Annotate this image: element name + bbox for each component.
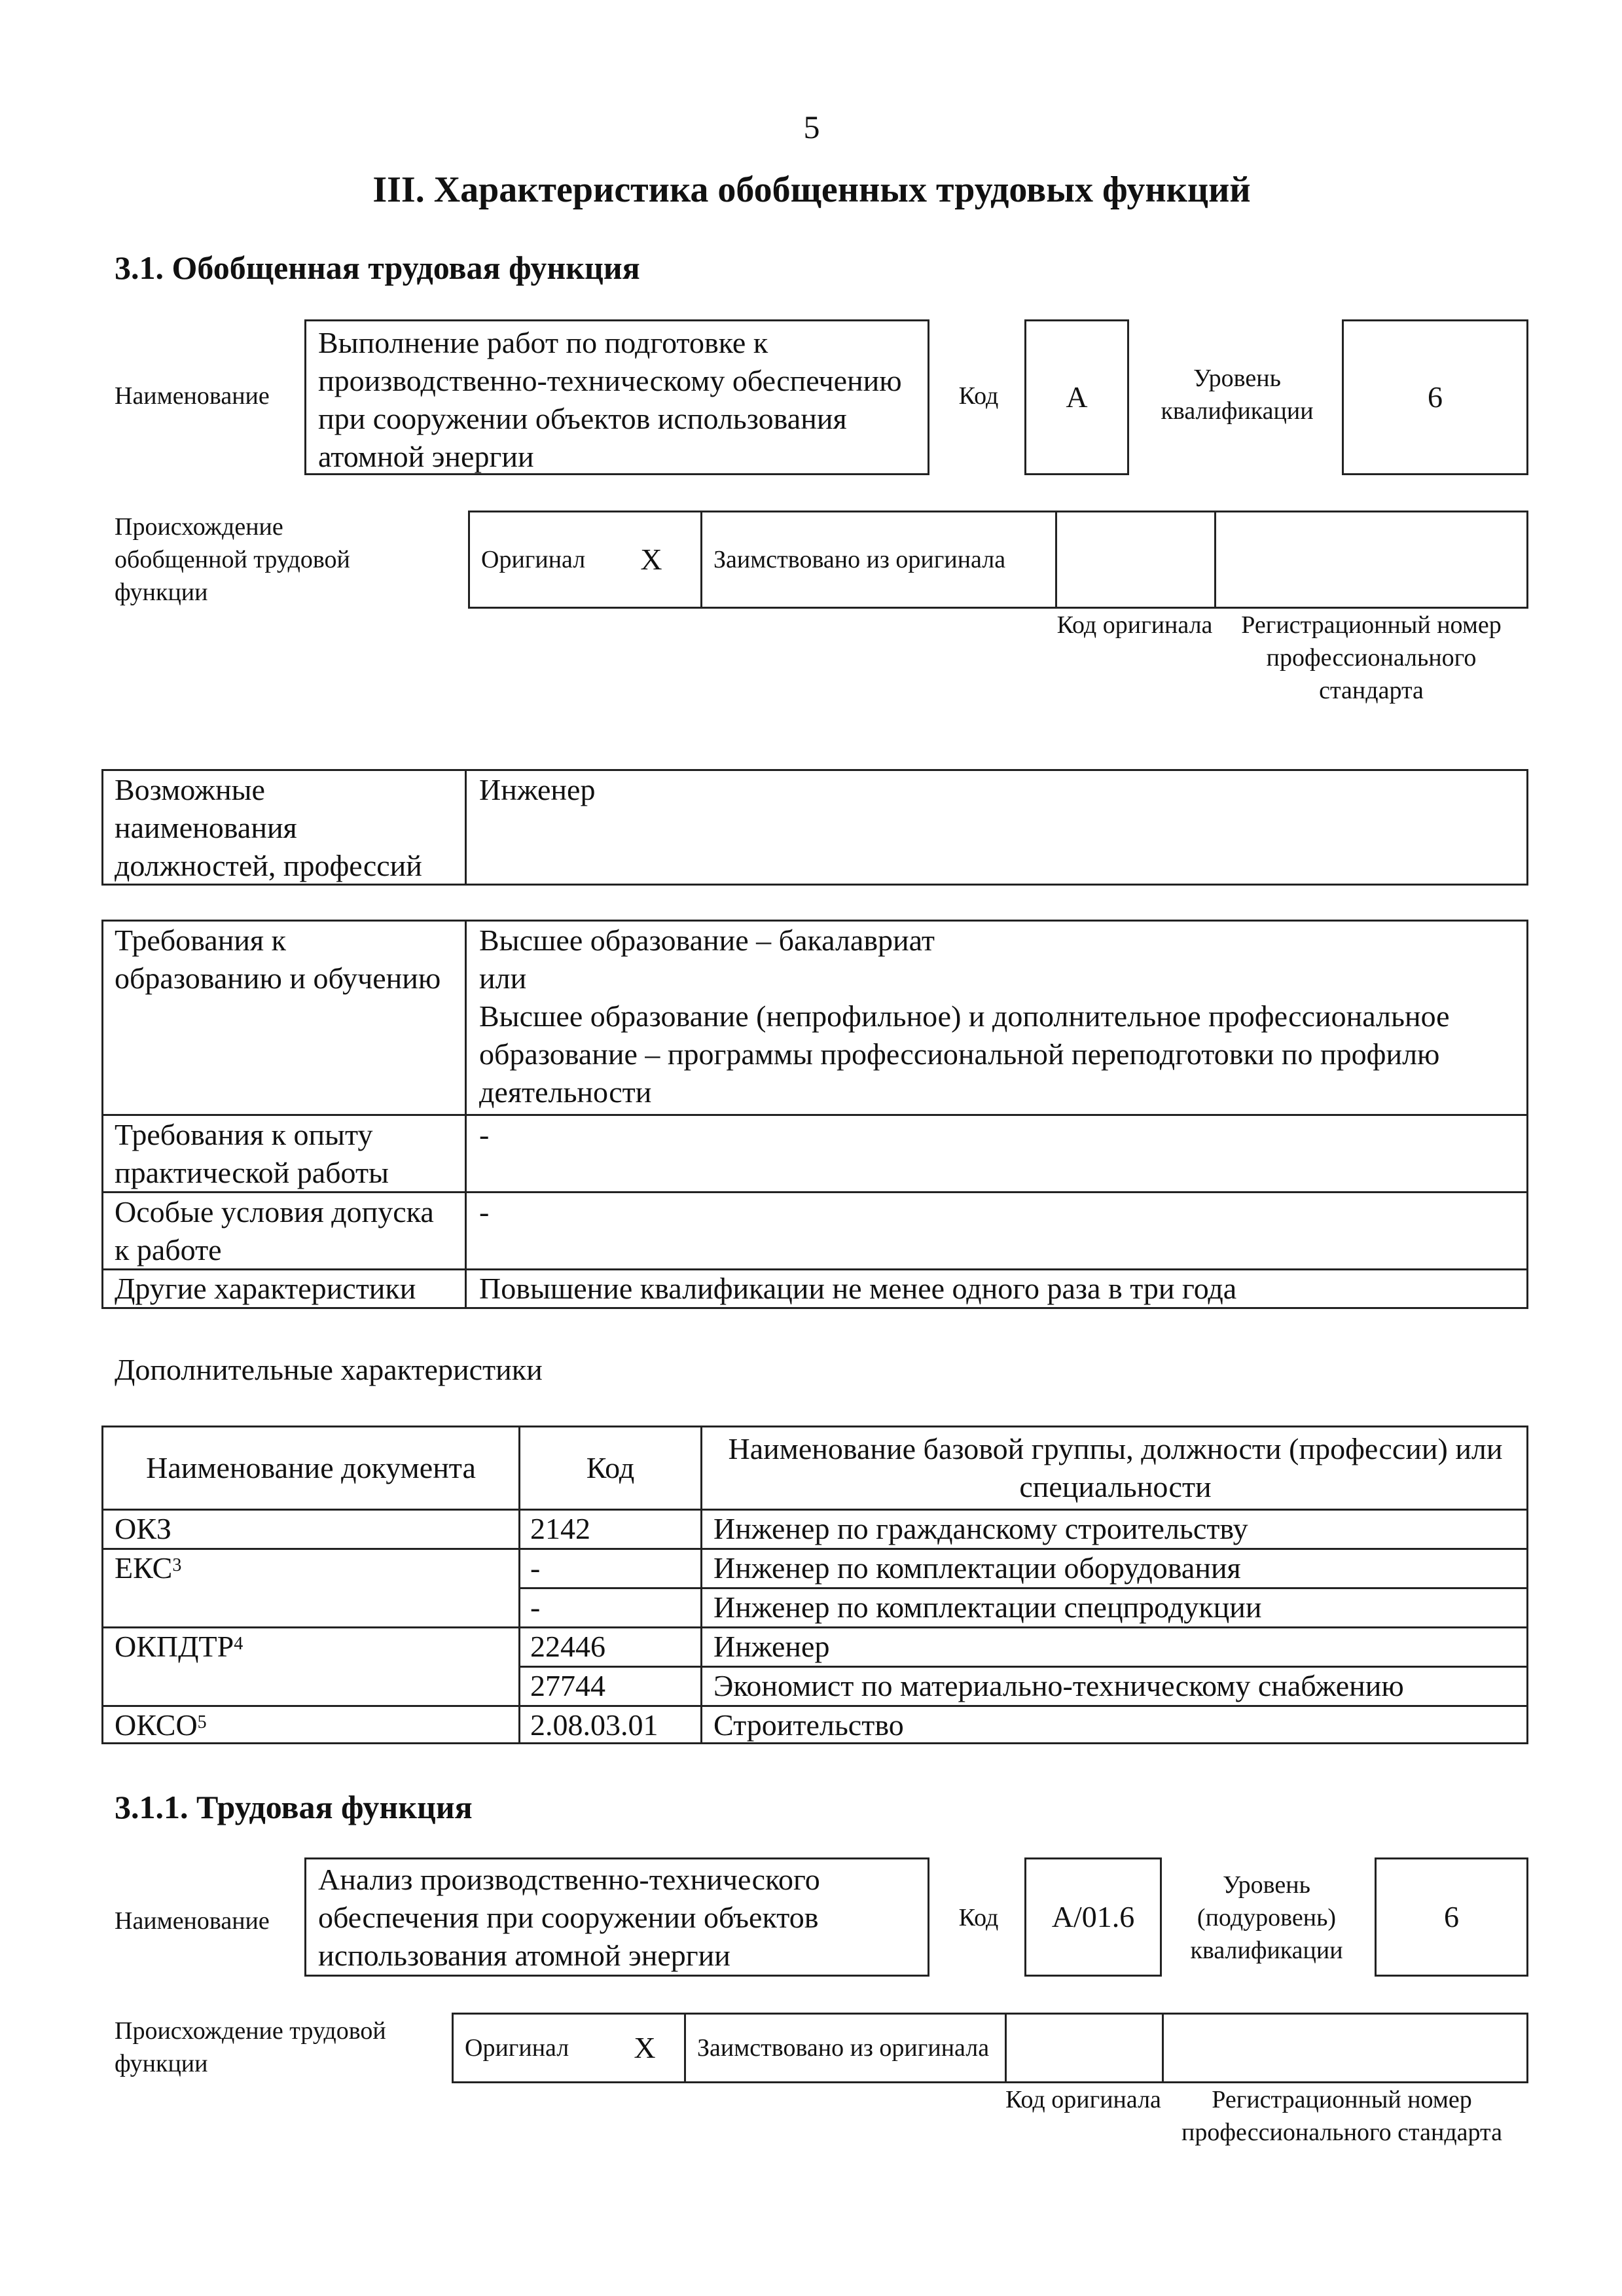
additional-row-code: -	[530, 1551, 541, 1585]
additional-row-name: Экономист по материально-техническому снабжению	[713, 1669, 1404, 1702]
req-education-value: Высшее образование – бакалавриат или Высшее образование (непрофильное) и дополнительное профессиональное образование – программы профессиональной переподготовки по профилю деятельности	[479, 924, 1450, 1109]
tf-heading: 3.1.1. Трудовая функция	[115, 1789, 473, 1825]
gtf-code-value: A	[1024, 319, 1129, 475]
tf-origin-divider	[684, 2013, 686, 2083]
additional-title: Дополнительные характеристики	[115, 1353, 543, 1386]
gtf-origin-divider	[1214, 511, 1216, 609]
tf-original-mark: X	[634, 2031, 656, 2064]
additional-row-doc: ЕКС$^3$	[115, 1551, 182, 1585]
tf-code-label: Код	[958, 1904, 999, 1931]
additional-row-doc: ОКПДТР$^4$	[115, 1630, 243, 1663]
additional-row-name: Инженер	[713, 1630, 830, 1663]
gtf-borrowed-label: Заимствовано из оригинала	[713, 546, 1006, 573]
additional-row-code: 2.08.03.01	[530, 1708, 658, 1742]
req-experience-label: Требования к опыту практической работы	[115, 1118, 389, 1189]
tf-original-label: Оригинал	[465, 2034, 569, 2062]
section-title: III. Характеристика обобщенных трудовых функций	[372, 170, 1251, 210]
tf-origin-divider	[1162, 2013, 1164, 2083]
tf-level-value: 6	[1375, 1857, 1528, 1977]
additional-header-name: Наименование базовой группы, должности (профессии) или специальности	[728, 1431, 1503, 1503]
req-experience-value: -	[479, 1118, 490, 1151]
req-education-label: Требования к образованию и обучению	[115, 924, 441, 995]
gtf-name-label: Наименование	[115, 382, 270, 410]
req-admission-value: -	[479, 1195, 490, 1229]
gtf-level-label: Уровень квалификации	[1161, 365, 1314, 425]
gtf-original-label: Оригинал	[481, 546, 586, 573]
tf-code-original-caption: Код оригинала	[1005, 2086, 1161, 2113]
gtf-origin-divider	[1055, 511, 1057, 609]
tf-reg-number-caption: Регистрационный номер профессионального стандарта	[1181, 2086, 1502, 2146]
positions-label: Возможные наименования должностей, профессий	[115, 773, 422, 882]
additional-row-code: 22446	[530, 1630, 605, 1663]
tf-name-label: Наименование	[115, 1907, 270, 1935]
gtf-code-label: Код	[958, 382, 999, 410]
tf-borrowed-label: Заимствовано из оригинала	[697, 2034, 990, 2062]
req-other-value: Повышение квалификации не менее одного раза в три года	[479, 1272, 1237, 1305]
gtf-original-mark: X	[640, 543, 662, 576]
additional-col-divider	[700, 1426, 702, 1744]
req-other-label: Другие характеристики	[115, 1272, 416, 1305]
additional-row-doc: ОКЗ	[115, 1512, 171, 1545]
additional-row-name: Строительство	[713, 1708, 904, 1742]
additional-row-name: Инженер по комплектации спецпродукции	[713, 1590, 1262, 1624]
positions-value: Инженер	[479, 773, 596, 806]
req-admission-label: Особые условия допуска к работе	[115, 1195, 434, 1266]
gtf-heading: 3.1. Обобщенная трудовая функция	[115, 249, 640, 286]
additional-row-code: 2142	[530, 1512, 590, 1545]
additional-row-doc: ОКСО$^5$	[115, 1708, 207, 1742]
page-number: 5	[803, 109, 820, 145]
tf-origin-divider	[1005, 2013, 1007, 2083]
gtf-code-original-caption: Код оригинала	[1056, 611, 1213, 639]
tf-origin-label: Происхождение трудовой функции	[115, 2017, 386, 2077]
additional-row-name: Инженер по гражданскому строительству	[713, 1512, 1248, 1545]
tf-level-label: Уровень (подуровень) квалификации	[1190, 1871, 1343, 1964]
tf-name-value: Анализ производственно-технического обеспечения при сооружении объектов использования атомной энергии	[304, 1857, 929, 1977]
additional-row-code: -	[530, 1590, 541, 1624]
gtf-reg-number-caption: Регистрационный номер профессионального стандарта	[1241, 611, 1502, 704]
additional-row-name: Инженер по комплектации оборудования	[713, 1551, 1241, 1585]
additional-header-doc: Наименование документа	[146, 1450, 476, 1484]
additional-row-code: 27744	[530, 1669, 605, 1702]
gtf-name-value: Выполнение работ по подготовке к производственно-техническому обеспечению при сооружении объектов использования атомной энергии	[304, 319, 929, 475]
tf-code-value: A/01.6	[1024, 1857, 1162, 1977]
positions-divider	[465, 769, 467, 886]
additional-header-code: Код	[586, 1450, 635, 1484]
gtf-origin-label: Происхождение обобщенной трудовой функции	[115, 513, 350, 606]
gtf-level-value: 6	[1342, 319, 1528, 475]
gtf-origin-divider	[700, 511, 702, 609]
